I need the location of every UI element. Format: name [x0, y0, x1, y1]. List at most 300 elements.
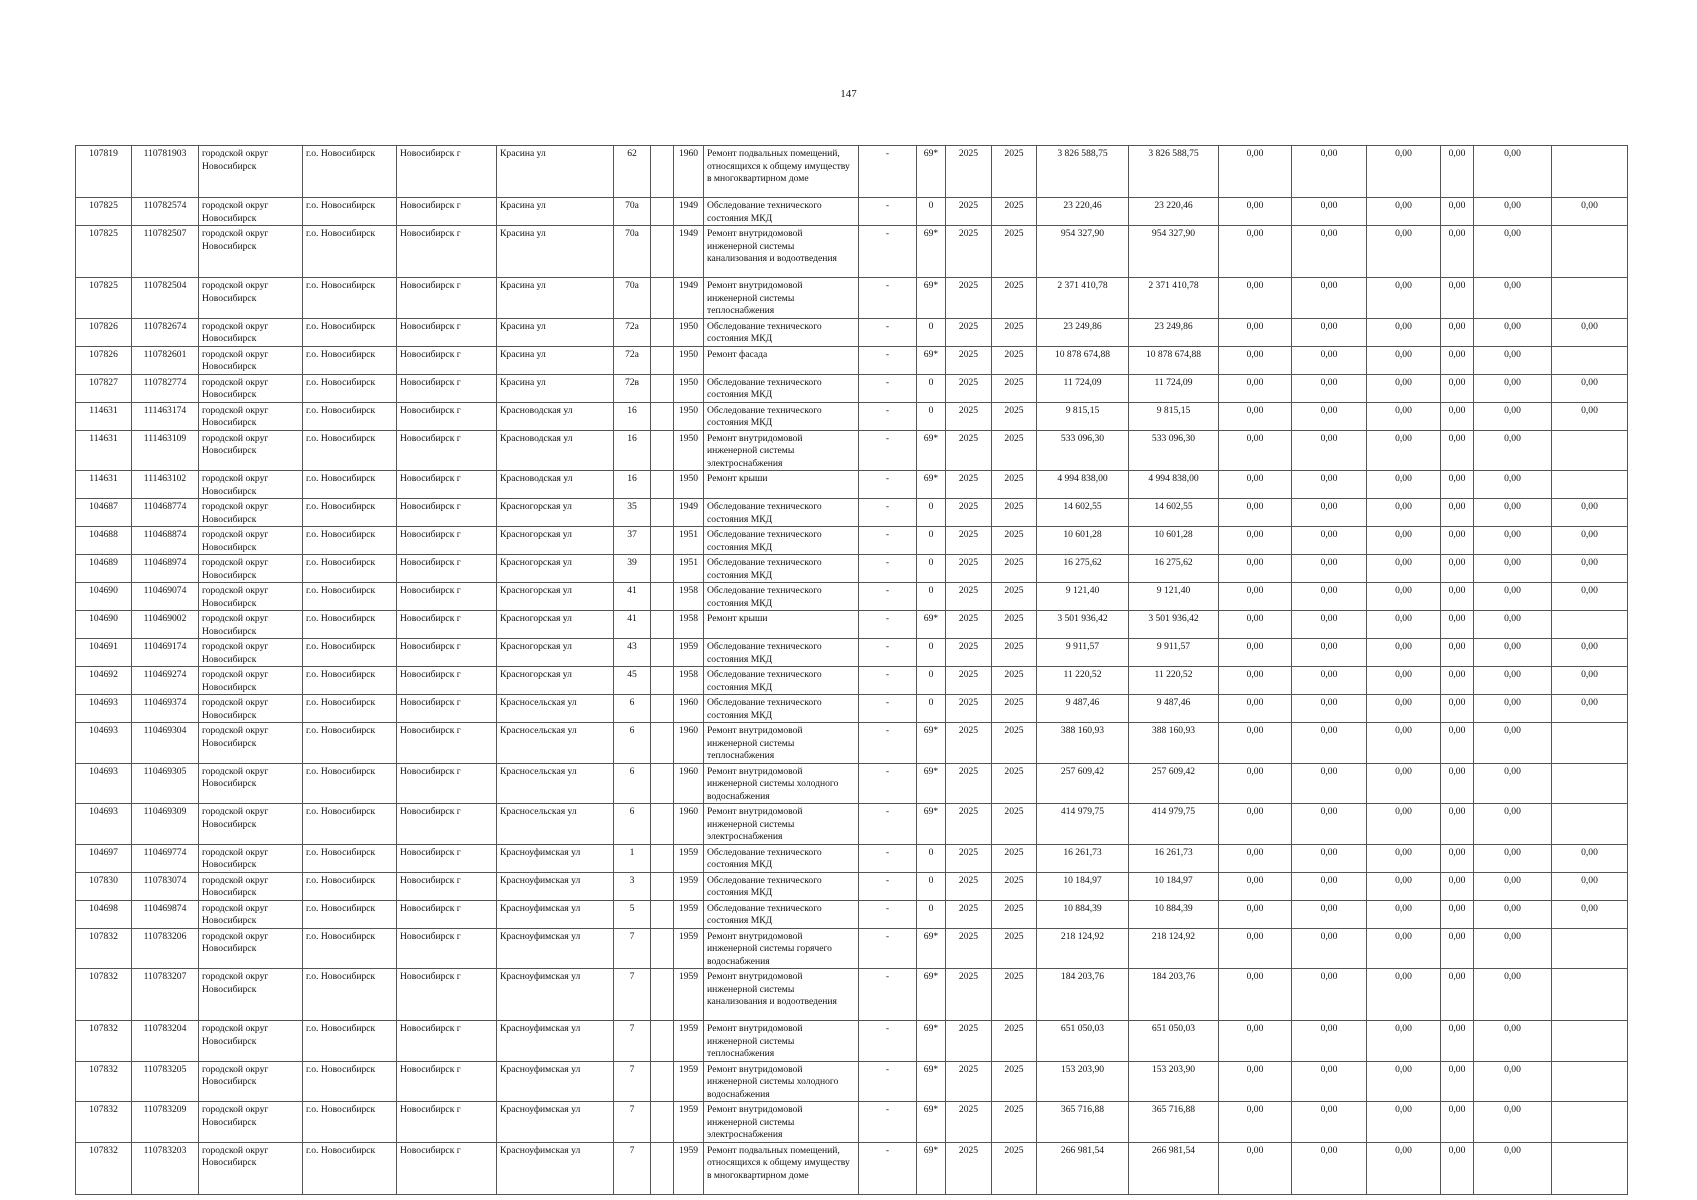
table-row: [76, 611, 1628, 639]
amount-4-cell: 0,00: [1441, 928, 1474, 969]
year-start-cell: 2025: [946, 278, 992, 319]
dash-cell-cell: -: [859, 1142, 917, 1194]
work-type-cell: Ремонт фасада: [704, 346, 859, 374]
amount-4-cell: 0,00: [1441, 1102, 1474, 1143]
building-id-cell: 107826: [76, 346, 132, 374]
amount-1-cell: 0,00: [1219, 318, 1292, 346]
amount-6-cell: [1552, 969, 1628, 1021]
building-id-cell: 104691: [76, 639, 132, 667]
amount-6-cell: [1552, 430, 1628, 471]
amount-1-cell: 0,00: [1219, 583, 1292, 611]
year-start-cell: 2025: [946, 471, 992, 499]
amount-6-cell: 0,00: [1552, 499, 1628, 527]
amount-1-cell: 0,00: [1219, 804, 1292, 845]
amount-1-cell: 0,00: [1219, 527, 1292, 555]
fund-cost-cell: 2 371 410,78: [1129, 278, 1219, 319]
empty-cell-cell: [651, 198, 674, 226]
amount-1-cell: 0,00: [1219, 226, 1292, 278]
house-number-cell: 16: [614, 402, 651, 430]
dash-cell-cell: -: [859, 198, 917, 226]
percent-cell: 0: [917, 555, 946, 583]
amount-5-cell: 0,00: [1474, 527, 1552, 555]
city-cell: Новосибирск г: [397, 611, 497, 639]
empty-cell-cell: [651, 527, 674, 555]
amount-4-cell: 0,00: [1441, 611, 1474, 639]
amount-1-cell: 0,00: [1219, 374, 1292, 402]
amount-4-cell: 0,00: [1441, 318, 1474, 346]
amount-5-cell: 0,00: [1474, 198, 1552, 226]
municipality-cell: г.о. Новосибирск: [303, 695, 397, 723]
table-row: [76, 969, 1628, 1021]
building-id-cell: 104698: [76, 900, 132, 928]
total-cost-cell: 16 261,73: [1037, 844, 1129, 872]
municipality-cell: г.о. Новосибирск: [303, 667, 397, 695]
house-number-cell: 7: [614, 1061, 651, 1102]
city-cell: Новосибирск г: [397, 374, 497, 402]
year-start-cell: 2025: [946, 318, 992, 346]
amount-1-cell: 0,00: [1219, 969, 1292, 1021]
amount-5-cell: 0,00: [1474, 499, 1552, 527]
house-number-cell: 43: [614, 639, 651, 667]
district-cell: городской округ Новосибирск: [199, 226, 303, 278]
work-code-cell: 111463109: [132, 430, 199, 471]
year-start-cell: 2025: [946, 1021, 992, 1062]
city-cell: Новосибирск г: [397, 844, 497, 872]
build-year-cell: 1959: [674, 1061, 704, 1102]
municipality-cell: г.о. Новосибирск: [303, 1061, 397, 1102]
amount-6-cell: 0,00: [1552, 527, 1628, 555]
fund-cost-cell: 388 160,93: [1129, 723, 1219, 764]
amount-1-cell: 0,00: [1219, 900, 1292, 928]
amount-2-cell: 0,00: [1292, 402, 1367, 430]
street-cell: Красногорская ул: [497, 639, 614, 667]
work-code-cell: 110469304: [132, 723, 199, 764]
municipality-cell: г.о. Новосибирск: [303, 900, 397, 928]
capital-repair-table: [75, 145, 1628, 1195]
house-number-cell: 5: [614, 900, 651, 928]
work-code-cell: 110469774: [132, 844, 199, 872]
municipality-cell: г.о. Новосибирск: [303, 1142, 397, 1194]
city-cell: Новосибирск г: [397, 695, 497, 723]
district-cell: городской округ Новосибирск: [199, 1061, 303, 1102]
empty-cell-cell: [651, 969, 674, 1021]
total-cost-cell: 23 220,46: [1037, 198, 1129, 226]
percent-cell: 0: [917, 695, 946, 723]
district-cell: городской округ Новосибирск: [199, 872, 303, 900]
amount-1-cell: 0,00: [1219, 430, 1292, 471]
amount-2-cell: 0,00: [1292, 872, 1367, 900]
total-cost-cell: 10 601,28: [1037, 527, 1129, 555]
house-number-cell: 62: [614, 146, 651, 198]
street-cell: Красноуфимская ул: [497, 969, 614, 1021]
dash-cell-cell: -: [859, 583, 917, 611]
total-cost-cell: 266 981,54: [1037, 1142, 1129, 1194]
empty-cell-cell: [651, 1142, 674, 1194]
year-end-cell: 2025: [992, 226, 1037, 278]
amount-2-cell: 0,00: [1292, 928, 1367, 969]
work-type-cell: Ремонт внутридомовой инженерной системы горячего водоснабжения: [704, 928, 859, 969]
amount-6-cell: 0,00: [1552, 198, 1628, 226]
house-number-cell: 6: [614, 723, 651, 764]
building-id-cell: 107832: [76, 1021, 132, 1062]
year-end-cell: 2025: [992, 318, 1037, 346]
amount-4-cell: 0,00: [1441, 723, 1474, 764]
work-code-cell: 110469174: [132, 639, 199, 667]
amount-1-cell: 0,00: [1219, 695, 1292, 723]
building-id-cell: 104697: [76, 844, 132, 872]
table-row: [76, 318, 1628, 346]
fund-cost-cell: 365 716,88: [1129, 1102, 1219, 1143]
year-start-cell: 2025: [946, 1102, 992, 1143]
fund-cost-cell: 10 884,39: [1129, 900, 1219, 928]
table-row: [76, 804, 1628, 845]
district-cell: городской округ Новосибирск: [199, 1102, 303, 1143]
percent-cell: 69*: [917, 969, 946, 1021]
amount-3-cell: 0,00: [1367, 1021, 1441, 1062]
municipality-cell: г.о. Новосибирск: [303, 198, 397, 226]
amount-5-cell: 0,00: [1474, 555, 1552, 583]
year-end-cell: 2025: [992, 146, 1037, 198]
city-cell: Новосибирск г: [397, 900, 497, 928]
percent-cell: 69*: [917, 1061, 946, 1102]
amount-6-cell: [1552, 1061, 1628, 1102]
amount-1-cell: 0,00: [1219, 844, 1292, 872]
amount-5-cell: 0,00: [1474, 374, 1552, 402]
build-year-cell: 1959: [674, 1142, 704, 1194]
amount-5-cell: 0,00: [1474, 226, 1552, 278]
city-cell: Новосибирск г: [397, 1021, 497, 1062]
work-type-cell: Обследование технического состояния МКД: [704, 695, 859, 723]
percent-cell: 0: [917, 402, 946, 430]
amount-1-cell: 0,00: [1219, 667, 1292, 695]
table-row: [76, 872, 1628, 900]
district-cell: городской округ Новосибирск: [199, 695, 303, 723]
amount-4-cell: 0,00: [1441, 430, 1474, 471]
amount-6-cell: [1552, 1142, 1628, 1194]
empty-cell-cell: [651, 667, 674, 695]
amount-4-cell: 0,00: [1441, 555, 1474, 583]
amount-6-cell: 0,00: [1552, 639, 1628, 667]
fund-cost-cell: 3 826 588,75: [1129, 146, 1219, 198]
street-cell: Красногорская ул: [497, 611, 614, 639]
work-type-cell: Ремонт внутридомовой инженерной системы электроснабжения: [704, 1102, 859, 1143]
house-number-cell: 16: [614, 430, 651, 471]
building-id-cell: 107832: [76, 969, 132, 1021]
amount-4-cell: 0,00: [1441, 198, 1474, 226]
work-code-cell: 110469274: [132, 667, 199, 695]
percent-cell: 0: [917, 639, 946, 667]
work-code-cell: 110782674: [132, 318, 199, 346]
percent-cell: 69*: [917, 226, 946, 278]
work-type-cell: Обследование технического состояния МКД: [704, 667, 859, 695]
work-code-cell: 110783074: [132, 872, 199, 900]
street-cell: Красноуфимская ул: [497, 844, 614, 872]
amount-3-cell: 0,00: [1367, 928, 1441, 969]
municipality-cell: г.о. Новосибирск: [303, 611, 397, 639]
work-type-cell: Ремонт подвальных помещений, относящихся к общему имуществу в многоквартирном доме: [704, 146, 859, 198]
amount-2-cell: 0,00: [1292, 1061, 1367, 1102]
percent-cell: 69*: [917, 1102, 946, 1143]
dash-cell-cell: -: [859, 928, 917, 969]
amount-4-cell: 0,00: [1441, 1021, 1474, 1062]
year-start-cell: 2025: [946, 555, 992, 583]
fund-cost-cell: 184 203,76: [1129, 969, 1219, 1021]
percent-cell: 0: [917, 318, 946, 346]
year-start-cell: 2025: [946, 402, 992, 430]
total-cost-cell: 3 826 588,75: [1037, 146, 1129, 198]
work-type-cell: Обследование технического состояния МКД: [704, 374, 859, 402]
year-start-cell: 2025: [946, 611, 992, 639]
city-cell: Новосибирск г: [397, 639, 497, 667]
amount-3-cell: 0,00: [1367, 226, 1441, 278]
build-year-cell: 1950: [674, 374, 704, 402]
amount-1-cell: 0,00: [1219, 639, 1292, 667]
district-cell: городской округ Новосибирск: [199, 318, 303, 346]
house-number-cell: 70а: [614, 226, 651, 278]
district-cell: городской округ Новосибирск: [199, 374, 303, 402]
amount-2-cell: 0,00: [1292, 198, 1367, 226]
work-code-cell: 110469374: [132, 695, 199, 723]
dash-cell-cell: -: [859, 471, 917, 499]
year-end-cell: 2025: [992, 611, 1037, 639]
dash-cell-cell: -: [859, 278, 917, 319]
year-end-cell: 2025: [992, 1061, 1037, 1102]
building-id-cell: 107825: [76, 226, 132, 278]
amount-1-cell: 0,00: [1219, 763, 1292, 804]
work-code-cell: 111463102: [132, 471, 199, 499]
percent-cell: 69*: [917, 278, 946, 319]
city-cell: Новосибирск г: [397, 146, 497, 198]
fund-cost-cell: 257 609,42: [1129, 763, 1219, 804]
work-code-cell: 110782504: [132, 278, 199, 319]
house-number-cell: 7: [614, 1102, 651, 1143]
amount-6-cell: [1552, 928, 1628, 969]
amount-5-cell: 0,00: [1474, 723, 1552, 764]
amount-4-cell: 0,00: [1441, 872, 1474, 900]
work-type-cell: Ремонт внутридомовой инженерной системы холодного водоснабжения: [704, 763, 859, 804]
amount-3-cell: 0,00: [1367, 146, 1441, 198]
empty-cell-cell: [651, 471, 674, 499]
city-cell: Новосибирск г: [397, 763, 497, 804]
building-id-cell: 107832: [76, 1102, 132, 1143]
amount-3-cell: 0,00: [1367, 374, 1441, 402]
amount-6-cell: 0,00: [1552, 872, 1628, 900]
amount-2-cell: 0,00: [1292, 471, 1367, 499]
municipality-cell: г.о. Новосибирск: [303, 278, 397, 319]
amount-4-cell: 0,00: [1441, 639, 1474, 667]
year-end-cell: 2025: [992, 928, 1037, 969]
total-cost-cell: 153 203,90: [1037, 1061, 1129, 1102]
amount-2-cell: 0,00: [1292, 555, 1367, 583]
fund-cost-cell: 9 815,15: [1129, 402, 1219, 430]
amount-6-cell: 0,00: [1552, 583, 1628, 611]
amount-3-cell: 0,00: [1367, 723, 1441, 764]
fund-cost-cell: 533 096,30: [1129, 430, 1219, 471]
amount-2-cell: 0,00: [1292, 226, 1367, 278]
house-number-cell: 37: [614, 527, 651, 555]
build-year-cell: 1959: [674, 1021, 704, 1062]
municipality-cell: г.о. Новосибирск: [303, 346, 397, 374]
amount-2-cell: 0,00: [1292, 499, 1367, 527]
amount-1-cell: 0,00: [1219, 723, 1292, 764]
work-type-cell: Ремонт внутридомовой инженерной системы электроснабжения: [704, 430, 859, 471]
work-type-cell: Обследование технического состояния МКД: [704, 583, 859, 611]
amount-6-cell: [1552, 611, 1628, 639]
percent-cell: 0: [917, 198, 946, 226]
table-row: [76, 695, 1628, 723]
year-start-cell: 2025: [946, 198, 992, 226]
year-start-cell: 2025: [946, 146, 992, 198]
amount-2-cell: 0,00: [1292, 1142, 1367, 1194]
building-id-cell: 107832: [76, 928, 132, 969]
year-end-cell: 2025: [992, 1142, 1037, 1194]
work-type-cell: Ремонт внутридомовой инженерной системы канализования и водоотведения: [704, 969, 859, 1021]
street-cell: Красина ул: [497, 374, 614, 402]
amount-2-cell: 0,00: [1292, 611, 1367, 639]
municipality-cell: г.о. Новосибирск: [303, 763, 397, 804]
build-year-cell: 1950: [674, 402, 704, 430]
total-cost-cell: 954 327,90: [1037, 226, 1129, 278]
amount-4-cell: 0,00: [1441, 527, 1474, 555]
municipality-cell: г.о. Новосибирск: [303, 318, 397, 346]
build-year-cell: 1950: [674, 430, 704, 471]
amount-4-cell: 0,00: [1441, 763, 1474, 804]
amount-6-cell: [1552, 763, 1628, 804]
amount-5-cell: 0,00: [1474, 969, 1552, 1021]
work-type-cell: Ремонт внутридомовой инженерной системы канализования и водоотведения: [704, 226, 859, 278]
amount-6-cell: 0,00: [1552, 555, 1628, 583]
year-end-cell: 2025: [992, 872, 1037, 900]
fund-cost-cell: 14 602,55: [1129, 499, 1219, 527]
table-row: [76, 639, 1628, 667]
municipality-cell: г.о. Новосибирск: [303, 1102, 397, 1143]
district-cell: городской округ Новосибирск: [199, 278, 303, 319]
district-cell: городской округ Новосибирск: [199, 900, 303, 928]
work-code-cell: 110468974: [132, 555, 199, 583]
city-cell: Новосибирск г: [397, 402, 497, 430]
house-number-cell: 7: [614, 1021, 651, 1062]
fund-cost-cell: 4 994 838,00: [1129, 471, 1219, 499]
empty-cell-cell: [651, 555, 674, 583]
year-start-cell: 2025: [946, 763, 992, 804]
amount-3-cell: 0,00: [1367, 1142, 1441, 1194]
amount-2-cell: 0,00: [1292, 723, 1367, 764]
amount-6-cell: 0,00: [1552, 667, 1628, 695]
amount-3-cell: 0,00: [1367, 346, 1441, 374]
empty-cell-cell: [651, 278, 674, 319]
total-cost-cell: 388 160,93: [1037, 723, 1129, 764]
building-id-cell: 104693: [76, 695, 132, 723]
street-cell: Красноуфимская ул: [497, 900, 614, 928]
percent-cell: 69*: [917, 1021, 946, 1062]
amount-5-cell: 0,00: [1474, 278, 1552, 319]
amount-5-cell: 0,00: [1474, 318, 1552, 346]
amount-3-cell: 0,00: [1367, 900, 1441, 928]
work-type-cell: Обследование технического состояния МКД: [704, 527, 859, 555]
fund-cost-cell: 3 501 936,42: [1129, 611, 1219, 639]
work-code-cell: 110783204: [132, 1021, 199, 1062]
amount-6-cell: 0,00: [1552, 402, 1628, 430]
amount-6-cell: 0,00: [1552, 374, 1628, 402]
dash-cell-cell: -: [859, 611, 917, 639]
district-cell: городской округ Новосибирск: [199, 667, 303, 695]
total-cost-cell: 257 609,42: [1037, 763, 1129, 804]
percent-cell: 0: [917, 527, 946, 555]
street-cell: Красносельская ул: [497, 723, 614, 764]
year-start-cell: 2025: [946, 900, 992, 928]
total-cost-cell: 533 096,30: [1037, 430, 1129, 471]
year-end-cell: 2025: [992, 844, 1037, 872]
fund-cost-cell: 10 878 674,88: [1129, 346, 1219, 374]
amount-2-cell: 0,00: [1292, 639, 1367, 667]
table-row: [76, 1102, 1628, 1143]
amount-5-cell: 0,00: [1474, 146, 1552, 198]
year-end-cell: 2025: [992, 695, 1037, 723]
empty-cell-cell: [651, 402, 674, 430]
district-cell: городской округ Новосибирск: [199, 346, 303, 374]
dash-cell-cell: -: [859, 499, 917, 527]
percent-cell: 69*: [917, 471, 946, 499]
work-type-cell: Обследование технического состояния МКД: [704, 555, 859, 583]
year-end-cell: 2025: [992, 374, 1037, 402]
year-start-cell: 2025: [946, 844, 992, 872]
build-year-cell: 1959: [674, 872, 704, 900]
district-cell: городской округ Новосибирск: [199, 611, 303, 639]
amount-1-cell: 0,00: [1219, 1142, 1292, 1194]
city-cell: Новосибирск г: [397, 1102, 497, 1143]
work-type-cell: Ремонт внутридомовой инженерной системы теплоснабжения: [704, 1021, 859, 1062]
work-code-cell: 111463174: [132, 402, 199, 430]
work-type-cell: Ремонт крыши: [704, 471, 859, 499]
building-id-cell: 107826: [76, 318, 132, 346]
city-cell: Новосибирск г: [397, 555, 497, 583]
percent-cell: 69*: [917, 611, 946, 639]
amount-4-cell: 0,00: [1441, 374, 1474, 402]
amount-4-cell: 0,00: [1441, 346, 1474, 374]
fund-cost-cell: 16 275,62: [1129, 555, 1219, 583]
house-number-cell: 16: [614, 471, 651, 499]
amount-1-cell: 0,00: [1219, 471, 1292, 499]
amount-4-cell: 0,00: [1441, 278, 1474, 319]
amount-5-cell: 0,00: [1474, 1061, 1552, 1102]
year-end-cell: 2025: [992, 763, 1037, 804]
street-cell: Красносельская ул: [497, 804, 614, 845]
total-cost-cell: 16 275,62: [1037, 555, 1129, 583]
dash-cell-cell: -: [859, 639, 917, 667]
amount-2-cell: 0,00: [1292, 900, 1367, 928]
fund-cost-cell: 153 203,90: [1129, 1061, 1219, 1102]
work-type-cell: Ремонт внутридомовой инженерной системы теплоснабжения: [704, 723, 859, 764]
empty-cell-cell: [651, 430, 674, 471]
work-code-cell: 110469309: [132, 804, 199, 845]
street-cell: Красногорская ул: [497, 527, 614, 555]
build-year-cell: 1958: [674, 583, 704, 611]
amount-6-cell: [1552, 1102, 1628, 1143]
building-id-cell: 104693: [76, 763, 132, 804]
house-number-cell: 7: [614, 969, 651, 1021]
city-cell: Новосибирск г: [397, 969, 497, 1021]
house-number-cell: 39: [614, 555, 651, 583]
street-cell: Красногорская ул: [497, 555, 614, 583]
build-year-cell: 1950: [674, 318, 704, 346]
empty-cell-cell: [651, 226, 674, 278]
municipality-cell: г.о. Новосибирск: [303, 471, 397, 499]
year-end-cell: 2025: [992, 527, 1037, 555]
percent-cell: 0: [917, 900, 946, 928]
city-cell: Новосибирск г: [397, 346, 497, 374]
year-end-cell: 2025: [992, 639, 1037, 667]
street-cell: Красносельская ул: [497, 695, 614, 723]
